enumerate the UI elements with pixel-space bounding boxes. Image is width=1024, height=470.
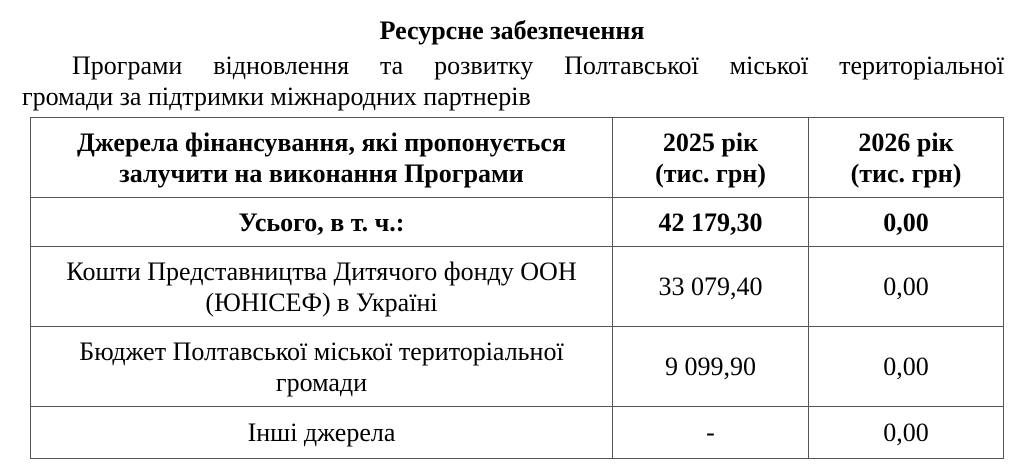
row-source-budget [31, 327, 613, 407]
row-value-2026-other: 0,00 [809, 407, 1004, 459]
row-source-total: Усього, в т. ч.: [31, 198, 613, 247]
intro-word: Програми [72, 51, 183, 80]
intro-word: міської [729, 51, 809, 80]
row-value-2026-total: 0,00 [809, 198, 1004, 247]
table-row [31, 247, 1004, 327]
row-source-budget-line2: громади [275, 367, 368, 397]
intro-word: територіальної [839, 51, 1004, 80]
row-value-2025-budget: 9 099,90 [613, 327, 809, 407]
header-year-2025-line1: 2025 рік [662, 127, 759, 157]
row-source-other: Інші джерела [31, 407, 613, 459]
header-funding-source-line2: залучити на виконання Програми [119, 158, 524, 188]
row-value-2026-unicef: 0,00 [809, 247, 1004, 327]
document-title: Ресурсне забезпечення [379, 16, 645, 45]
row-source-budget-line1: Бюджет Полтавської міської територіальної [79, 336, 564, 366]
funding-table [30, 117, 1004, 459]
header-year-2026 [809, 118, 1004, 198]
row-value-2026-budget: 0,00 [809, 327, 1004, 407]
row-source-unicef-line1: Кошти Представництва Дитячого фонду ООН [66, 256, 577, 286]
intro-line-2: громади за підтримки міжнародних партнерів [22, 82, 531, 111]
row-value-2025-total: 42 179,30 [613, 198, 809, 247]
row-value-2025-unicef: 33 079,40 [613, 247, 809, 327]
row-source-unicef [31, 247, 613, 327]
header-year-2025-line2: (тис. грн) [655, 158, 766, 188]
intro-word: Полтавської [564, 51, 699, 80]
row-source-unicef-line2: (ЮНІСЕФ) в Україні [205, 287, 438, 317]
table-row-total [31, 198, 1004, 247]
header-year-2026-line1: 2026 рік [858, 127, 954, 157]
intro-word: відновлення [213, 51, 350, 80]
table-header-row [31, 118, 1004, 198]
intro-word: та [380, 51, 404, 80]
intro-line-1 [22, 50, 1004, 81]
intro-word: розвитку [434, 51, 534, 80]
row-value-2025-other: - [613, 407, 809, 459]
header-funding-source-line1: Джерела фінансування, які пропонується [77, 127, 566, 157]
table-row [31, 327, 1004, 407]
table-row [31, 407, 1004, 459]
intro-paragraph [22, 50, 1004, 112]
header-year-2025 [613, 118, 809, 198]
header-funding-source [31, 118, 613, 198]
header-year-2026-line2: (тис. грн) [850, 158, 962, 188]
